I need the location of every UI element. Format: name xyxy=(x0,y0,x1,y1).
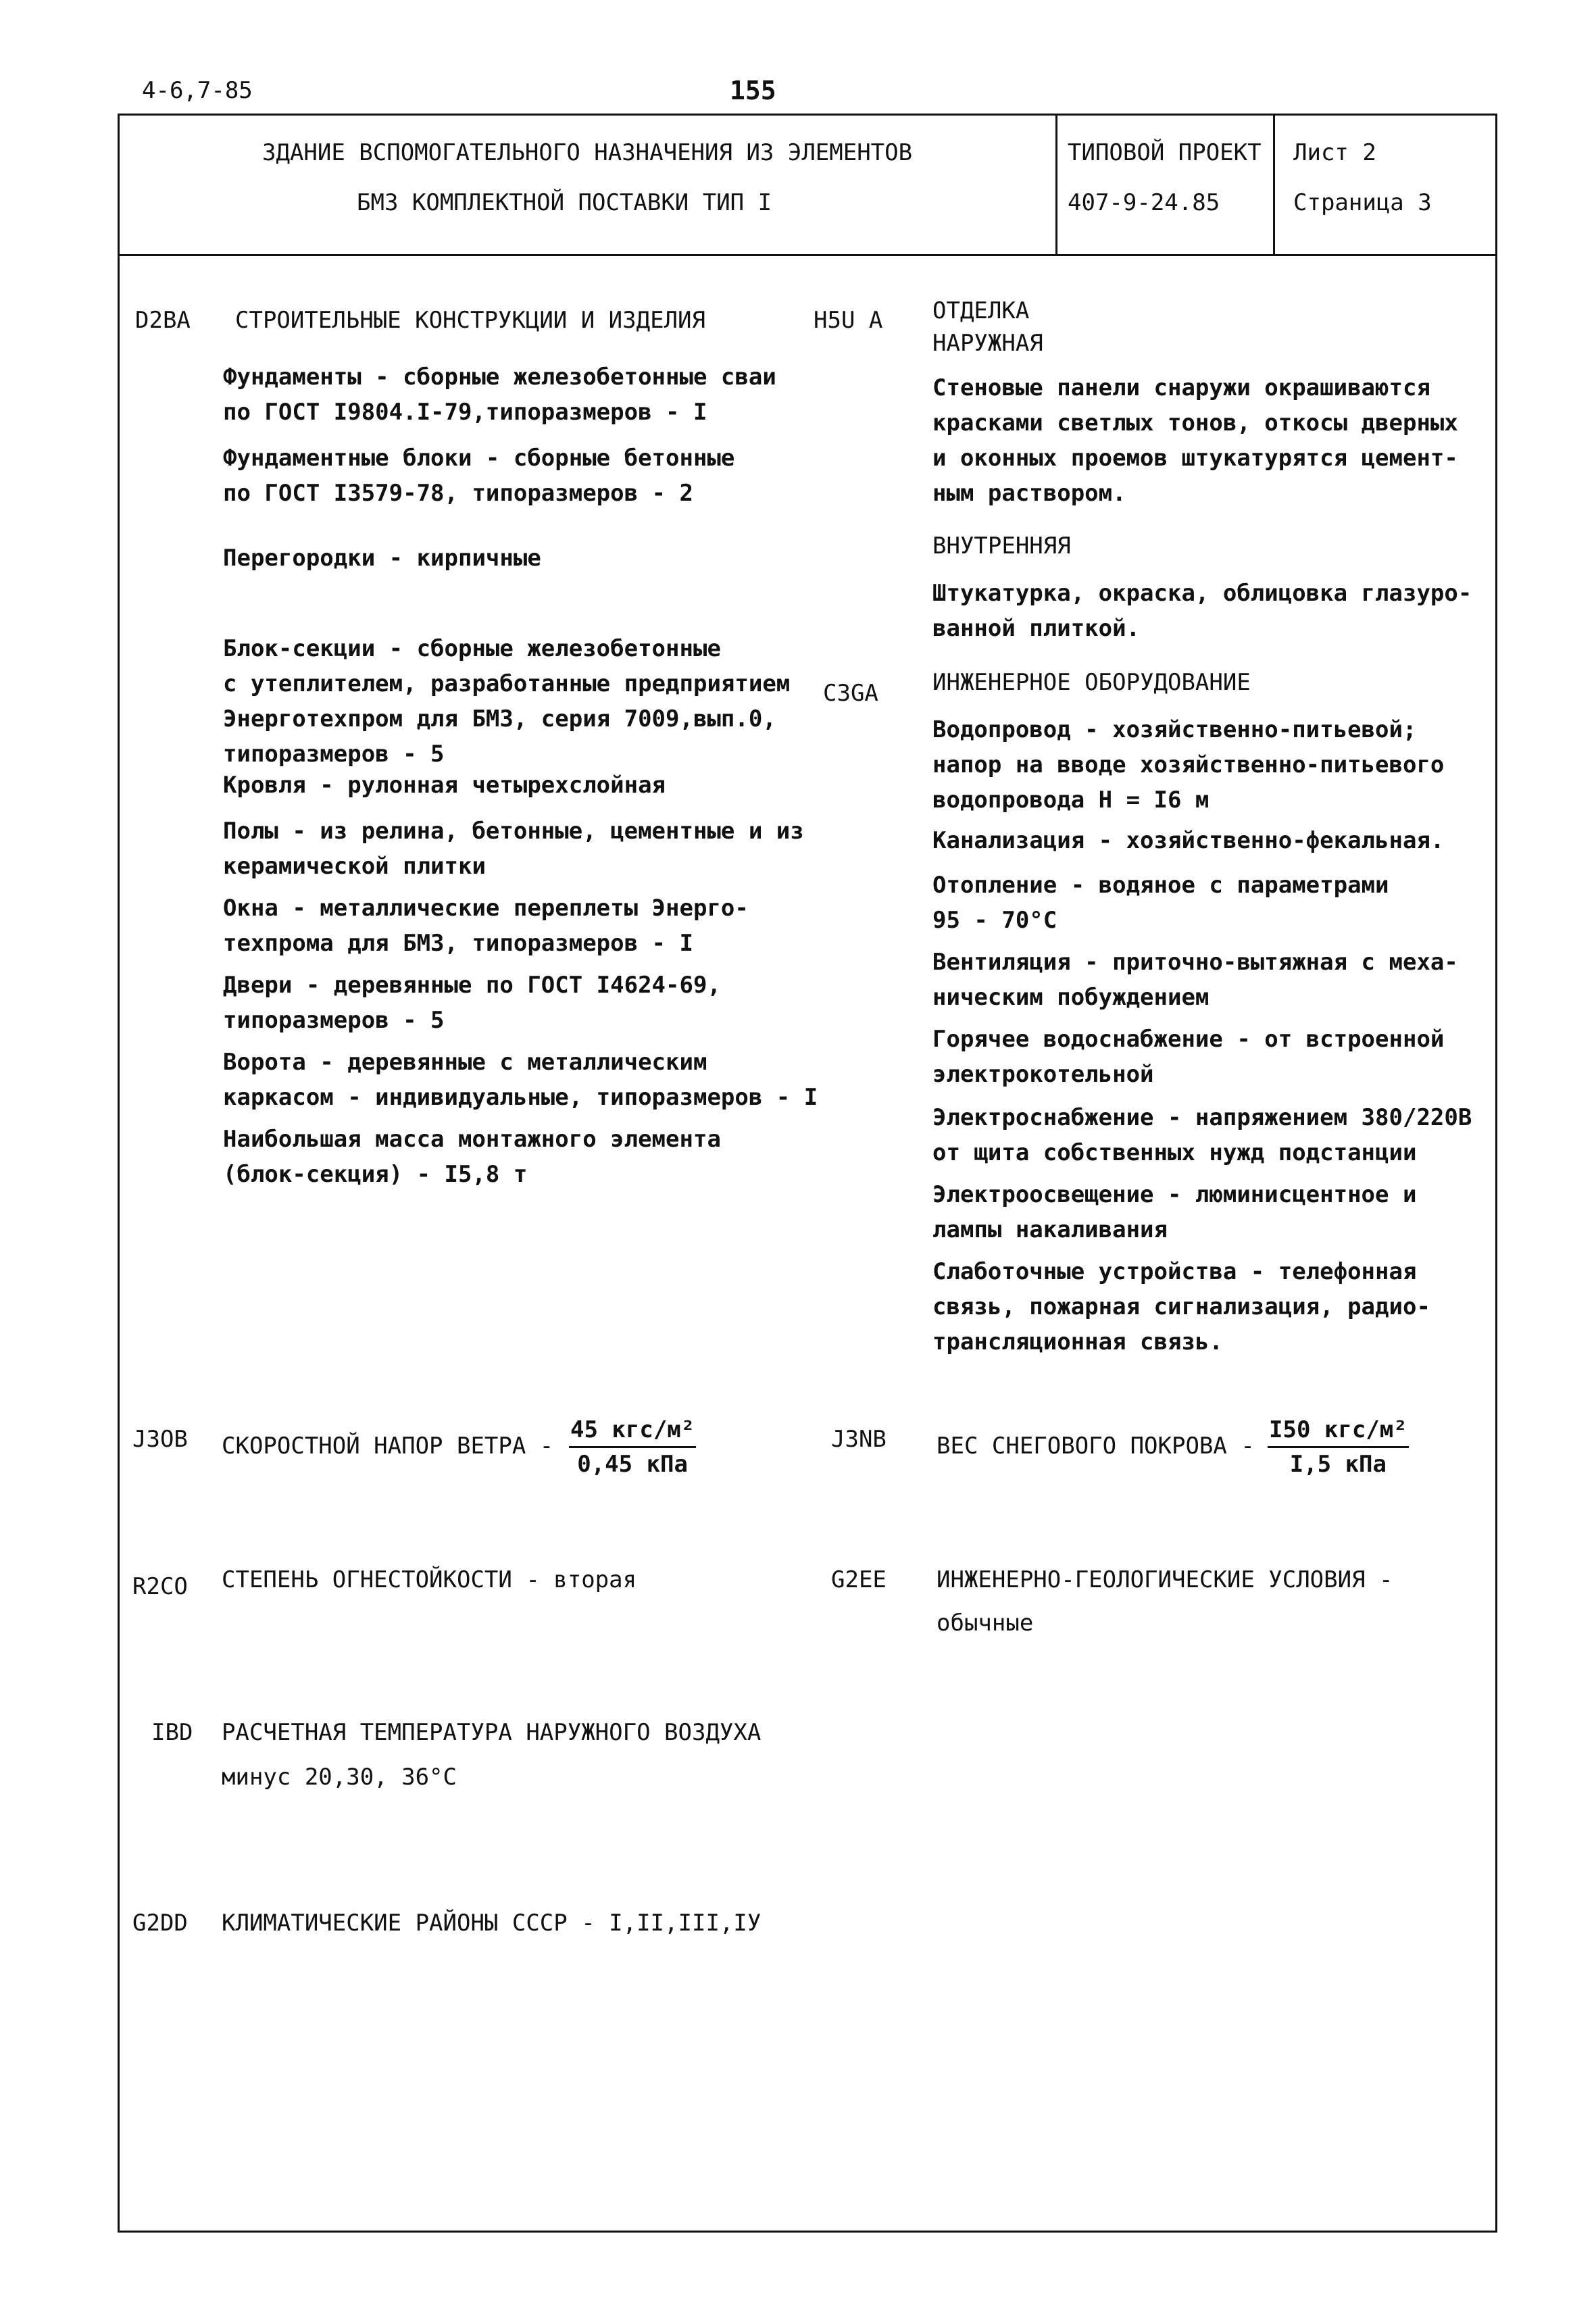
construction-item-foundations: Фундаменты - сборные железобетонные сваи по ГОСТ I9804.I-79,типоразмеров - I xyxy=(223,364,776,426)
engineering-item-low-current: Слаботочные устройства - телефонная связь, пожарная сигнализация, радио- трансляционная связь. xyxy=(932,1258,1430,1355)
construction-item-max-mass: Наибольшая масса монтажного элемента (блок-секция) - I5,8 т xyxy=(223,1126,721,1188)
construction-item-doors: Двери - деревянные по ГОСТ I4624-69, типоразмеров - 5 xyxy=(223,972,721,1034)
construction-item-foundation-blocks: Фундаментные блоки - сборные бетонные по ГОСТ I3579-78, типоразмеров - 2 xyxy=(223,445,735,507)
construction-item-gates: Ворота - деревянные с металлическим каркасом - индивидуальные, типоразмеров - I xyxy=(223,1049,818,1111)
wind-numerator: 45 кгс/м² xyxy=(569,1414,696,1448)
construction-item-partitions: Перегородки - кирпичные xyxy=(223,545,541,572)
construction-item-block-sections: Блок-секции - сборные железобетонные с утеплителем, разработанные предприятием Энерготехпром для БМЗ, серия 7009,вып.0, типоразмеров - 5 xyxy=(223,635,791,768)
finish-inner-text: Штукатурка, окраска, облицовка глазуро- ванной плиткой. xyxy=(932,580,1472,642)
wind-fraction xyxy=(569,1414,696,1480)
header-divider-1 xyxy=(1055,114,1057,254)
climate-label: КЛИМАТИЧЕСКИЕ РАЙОНЫ СССР - I,II,III,IУ xyxy=(222,1910,762,1937)
header-bottom-line xyxy=(118,254,1495,256)
snow-denominator: I,5 кПа xyxy=(1289,1451,1387,1478)
temperature-label: РАСЧЕТНАЯ ТЕМПЕРАТУРА НАРУЖНОГО ВОЗДУХА xyxy=(222,1719,762,1746)
engineering-item-power: Электроснабжение - напряжением 380/220В от щита собственных нужд подстанции xyxy=(932,1104,1472,1166)
finish-inner-heading: ВНУТРЕННЯЯ xyxy=(932,532,1071,559)
construction-item-floors: Полы - из релина, бетонные, цементные и из керамической плитки xyxy=(223,818,804,880)
snow-label: ВЕС СНЕГОВОГО ПОКРОВА - xyxy=(937,1433,1255,1460)
snow-code: J3NB xyxy=(831,1426,887,1453)
engineering-item-sewer: Канализация - хозяйственно-фекальная. xyxy=(932,827,1445,854)
temperature-value: минус 20,30, 36°С xyxy=(222,1764,457,1791)
finish-outer-text: Стеновые панели снаружи окрашиваются красками светлых тонов, откосы дверных и оконных проемов штукатурятся цемент- ным раствором. xyxy=(932,374,1458,507)
section-code-engineering: C3GA xyxy=(823,680,878,707)
engineering-item-water: Водопровод - хозяйственно-питьевой; напор на вводе хозяйственно-питьевого водопровода Н = I6 м xyxy=(932,716,1445,814)
wind-denominator: 0,45 кПа xyxy=(577,1451,688,1478)
geo-label: ИНЖЕНЕРНО-ГЕОЛОГИЧЕСКИЕ УСЛОВИЯ - xyxy=(937,1566,1393,1593)
fire-label: СТЕПЕНЬ ОГНЕСТОЙКОСТИ - вторая xyxy=(222,1566,637,1593)
construction-item-windows: Окна - металлические переплеты Энерго- техпрома для БМЗ, типоразмеров - I xyxy=(223,895,749,957)
engineering-item-ventilation: Вентиляция - приточно-вытяжная с меха- ническим побуждением xyxy=(932,949,1458,1011)
engineering-heading: ИНЖЕНЕРНОЕ ОБОРУДОВАНИЕ xyxy=(932,669,1251,696)
section-code-construction: D2BA xyxy=(135,307,191,334)
temperature-code: IBD xyxy=(151,1719,193,1746)
fire-code: R2CO xyxy=(132,1573,188,1600)
document-number: 4-6,7-85 xyxy=(142,77,253,104)
engineering-item-lighting: Электроосвещение - люминисцентное и лампы накаливания xyxy=(932,1181,1417,1243)
snow-fraction xyxy=(1268,1414,1409,1480)
sheet-label: Лист 2 xyxy=(1293,139,1376,166)
snow-numerator: I50 кгс/м² xyxy=(1268,1414,1409,1448)
header-title-line2: БМЗ КОМПЛЕКТНОЙ ПОСТАВКИ ТИП I xyxy=(357,189,772,216)
page-number: 155 xyxy=(730,76,776,105)
engineering-item-hot-water: Горячее водоснабжение - от встроенной электрокотельной xyxy=(932,1026,1445,1088)
construction-item-roof: Кровля - рулонная четырехслойная xyxy=(223,772,666,799)
geo-value: обычные xyxy=(937,1610,1034,1637)
project-number: 407-9-24.85 xyxy=(1068,189,1220,216)
finish-heading: ОТДЕЛКА НАРУЖНАЯ xyxy=(932,297,1043,357)
section-code-finish: H5U A xyxy=(814,307,883,334)
construction-heading: СТРОИТЕЛЬНЫЕ КОНСТРУКЦИИ И ИЗДЕЛИЯ xyxy=(235,307,705,334)
header-title-line1: ЗДАНИЕ ВСПОМОГАТЕЛЬНОГО НАЗНАЧЕНИЯ ИЗ ЭЛЕМЕНТОВ xyxy=(262,139,913,166)
header-divider-2 xyxy=(1273,114,1275,254)
wind-label: СКОРОСТНОЙ НАПОР ВЕТРА - xyxy=(222,1433,554,1460)
page-label: Страница 3 xyxy=(1293,189,1432,216)
project-label: ТИПОВОЙ ПРОЕКТ xyxy=(1068,139,1262,166)
wind-code: J3OB xyxy=(132,1426,188,1453)
engineering-item-heating: Отопление - водяное с параметрами 95 - 70°С xyxy=(932,872,1389,934)
geo-code: G2EE xyxy=(831,1566,887,1593)
climate-code: G2DD xyxy=(132,1910,188,1937)
